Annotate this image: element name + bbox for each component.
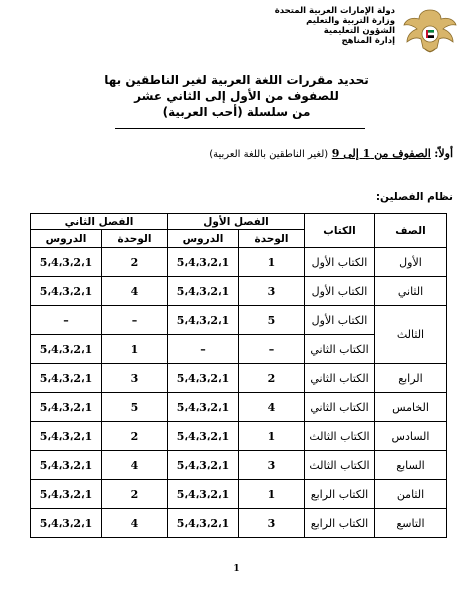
- cell-book: الكتاب الثالث: [305, 451, 375, 480]
- cell-t2-lessons: 5،4،3،2،1: [31, 393, 102, 422]
- table-row: [31, 306, 447, 335]
- cell-grade: الثالث: [375, 306, 447, 364]
- section-label: أولاً:: [434, 147, 453, 160]
- header-term1-lessons: الدروس: [168, 230, 239, 248]
- cell-t1-lessons: –: [168, 335, 239, 364]
- cell-t2-lessons: 5،4،3،2،1: [31, 364, 102, 393]
- cell-t2-unit: –: [102, 306, 168, 335]
- cell-t1-lessons: 5،4،3،2،1: [168, 509, 239, 538]
- cell-t2-lessons: 5،4،3،2،1: [31, 451, 102, 480]
- header-line-country: دولة الإمارات العربية المتحدة: [274, 6, 395, 16]
- table-row: [31, 422, 447, 451]
- cell-book: الكتاب الرابع: [305, 480, 375, 509]
- title-line-2: للصفوف من الأول إلى الثاني عشر: [134, 89, 339, 103]
- header-term1: الفصل الأول: [168, 214, 305, 230]
- cell-t2-lessons: 5،4،3،2،1: [31, 335, 102, 364]
- cell-grade: السادس: [375, 422, 447, 451]
- cell-t1-lessons: 5،4،3،2،1: [168, 306, 239, 335]
- cell-t1-unit: 3: [239, 277, 305, 306]
- cell-book: الكتاب الأول: [305, 306, 375, 335]
- cell-book: الكتاب الأول: [305, 248, 375, 277]
- header-line-affairs: الشؤون التعليمية: [323, 26, 395, 36]
- uae-emblem-icon: [401, 4, 459, 56]
- table-row: [31, 248, 447, 277]
- cell-t2-unit: 2: [102, 422, 168, 451]
- cell-t1-lessons: 5،4،3،2،1: [168, 364, 239, 393]
- cell-book: الكتاب الرابع: [305, 509, 375, 538]
- cell-book: الكتاب الثاني: [305, 393, 375, 422]
- cell-book: الكتاب الثاني: [305, 364, 375, 393]
- title-divider: [115, 128, 365, 129]
- cell-t2-unit: 2: [102, 480, 168, 509]
- system-label: نظام الفصلين:: [375, 191, 453, 203]
- cell-grade: الخامس: [375, 393, 447, 422]
- cell-t2-lessons: 5،4،3،2،1: [31, 277, 102, 306]
- cell-t2-unit: 1: [102, 335, 168, 364]
- curriculum-table: [30, 213, 447, 538]
- cell-t1-unit: 1: [239, 422, 305, 451]
- header-term2: الفصل الثاني: [31, 214, 168, 230]
- header-term1-unit: الوحدة: [239, 230, 305, 248]
- cell-t1-unit: 3: [239, 509, 305, 538]
- cell-grade: التاسع: [375, 509, 447, 538]
- cell-t2-lessons: 5،4،3،2،1: [31, 509, 102, 538]
- cell-t1-lessons: 5،4،3،2،1: [168, 422, 239, 451]
- table-row: [31, 277, 447, 306]
- header-line-ministry: وزارة التربية والتعليم: [306, 16, 395, 26]
- cell-t1-unit: 1: [239, 480, 305, 509]
- cell-t1-unit: 5: [239, 306, 305, 335]
- cell-t1-lessons: 5،4،3،2،1: [168, 480, 239, 509]
- title-line-1: تحديد مقررات اللغة العربية لغير الناطقين بها: [104, 73, 369, 87]
- cell-t2-lessons: 5،4،3،2،1: [31, 248, 102, 277]
- table-row: [31, 393, 447, 422]
- cell-t1-unit: 4: [239, 393, 305, 422]
- cell-t2-unit: 3: [102, 364, 168, 393]
- header-book: الكتاب: [305, 214, 375, 248]
- table-row: [31, 451, 447, 480]
- section-note: (لغير الناطقين باللغة العربية): [209, 149, 329, 160]
- cell-t1-lessons: 5،4،3،2،1: [168, 277, 239, 306]
- cell-grade: الأول: [375, 248, 447, 277]
- cell-t2-unit: 4: [102, 509, 168, 538]
- cell-t2-unit: 5: [102, 393, 168, 422]
- table-row: [31, 364, 447, 393]
- cell-t1-unit: 2: [239, 364, 305, 393]
- table-row: [31, 480, 447, 509]
- cell-t1-unit: 1: [239, 248, 305, 277]
- cell-t2-unit: 2: [102, 248, 168, 277]
- document-title: [0, 72, 473, 120]
- cell-t1-unit: 3: [239, 451, 305, 480]
- cell-grade: السابع: [375, 451, 447, 480]
- header-grade: الصف: [375, 214, 447, 248]
- page-number: 1: [233, 564, 240, 574]
- cell-t1-unit: –: [239, 335, 305, 364]
- header-term2-unit: الوحدة: [102, 230, 168, 248]
- ministry-header: [225, 6, 395, 46]
- cell-t1-lessons: 5،4،3،2،1: [168, 451, 239, 480]
- section-heading: [209, 147, 453, 160]
- cell-t1-lessons: 5،4،3،2،1: [168, 393, 239, 422]
- cell-t2-lessons: 5،4،3،2،1: [31, 480, 102, 509]
- cell-t1-lessons: 5،4،3،2،1: [168, 248, 239, 277]
- cell-t2-unit: 4: [102, 451, 168, 480]
- cell-book: الكتاب الثالث: [305, 422, 375, 451]
- section-range: الصفوف من 1 إلى 9: [331, 147, 431, 160]
- table-row: [31, 509, 447, 538]
- header-line-department: إدارة المناهج: [341, 36, 395, 46]
- header-term2-lessons: الدروس: [31, 230, 102, 248]
- cell-t2-lessons: 5،4،3،2،1: [31, 422, 102, 451]
- cell-book: الكتاب الأول: [305, 277, 375, 306]
- cell-grade: الثاني: [375, 277, 447, 306]
- cell-book: الكتاب الثاني: [305, 335, 375, 364]
- cell-grade: الثامن: [375, 480, 447, 509]
- cell-t2-lessons: –: [31, 306, 102, 335]
- title-line-3: من سلسلة (أحب العربية): [162, 105, 311, 119]
- cell-grade: الرابع: [375, 364, 447, 393]
- cell-t2-unit: 4: [102, 277, 168, 306]
